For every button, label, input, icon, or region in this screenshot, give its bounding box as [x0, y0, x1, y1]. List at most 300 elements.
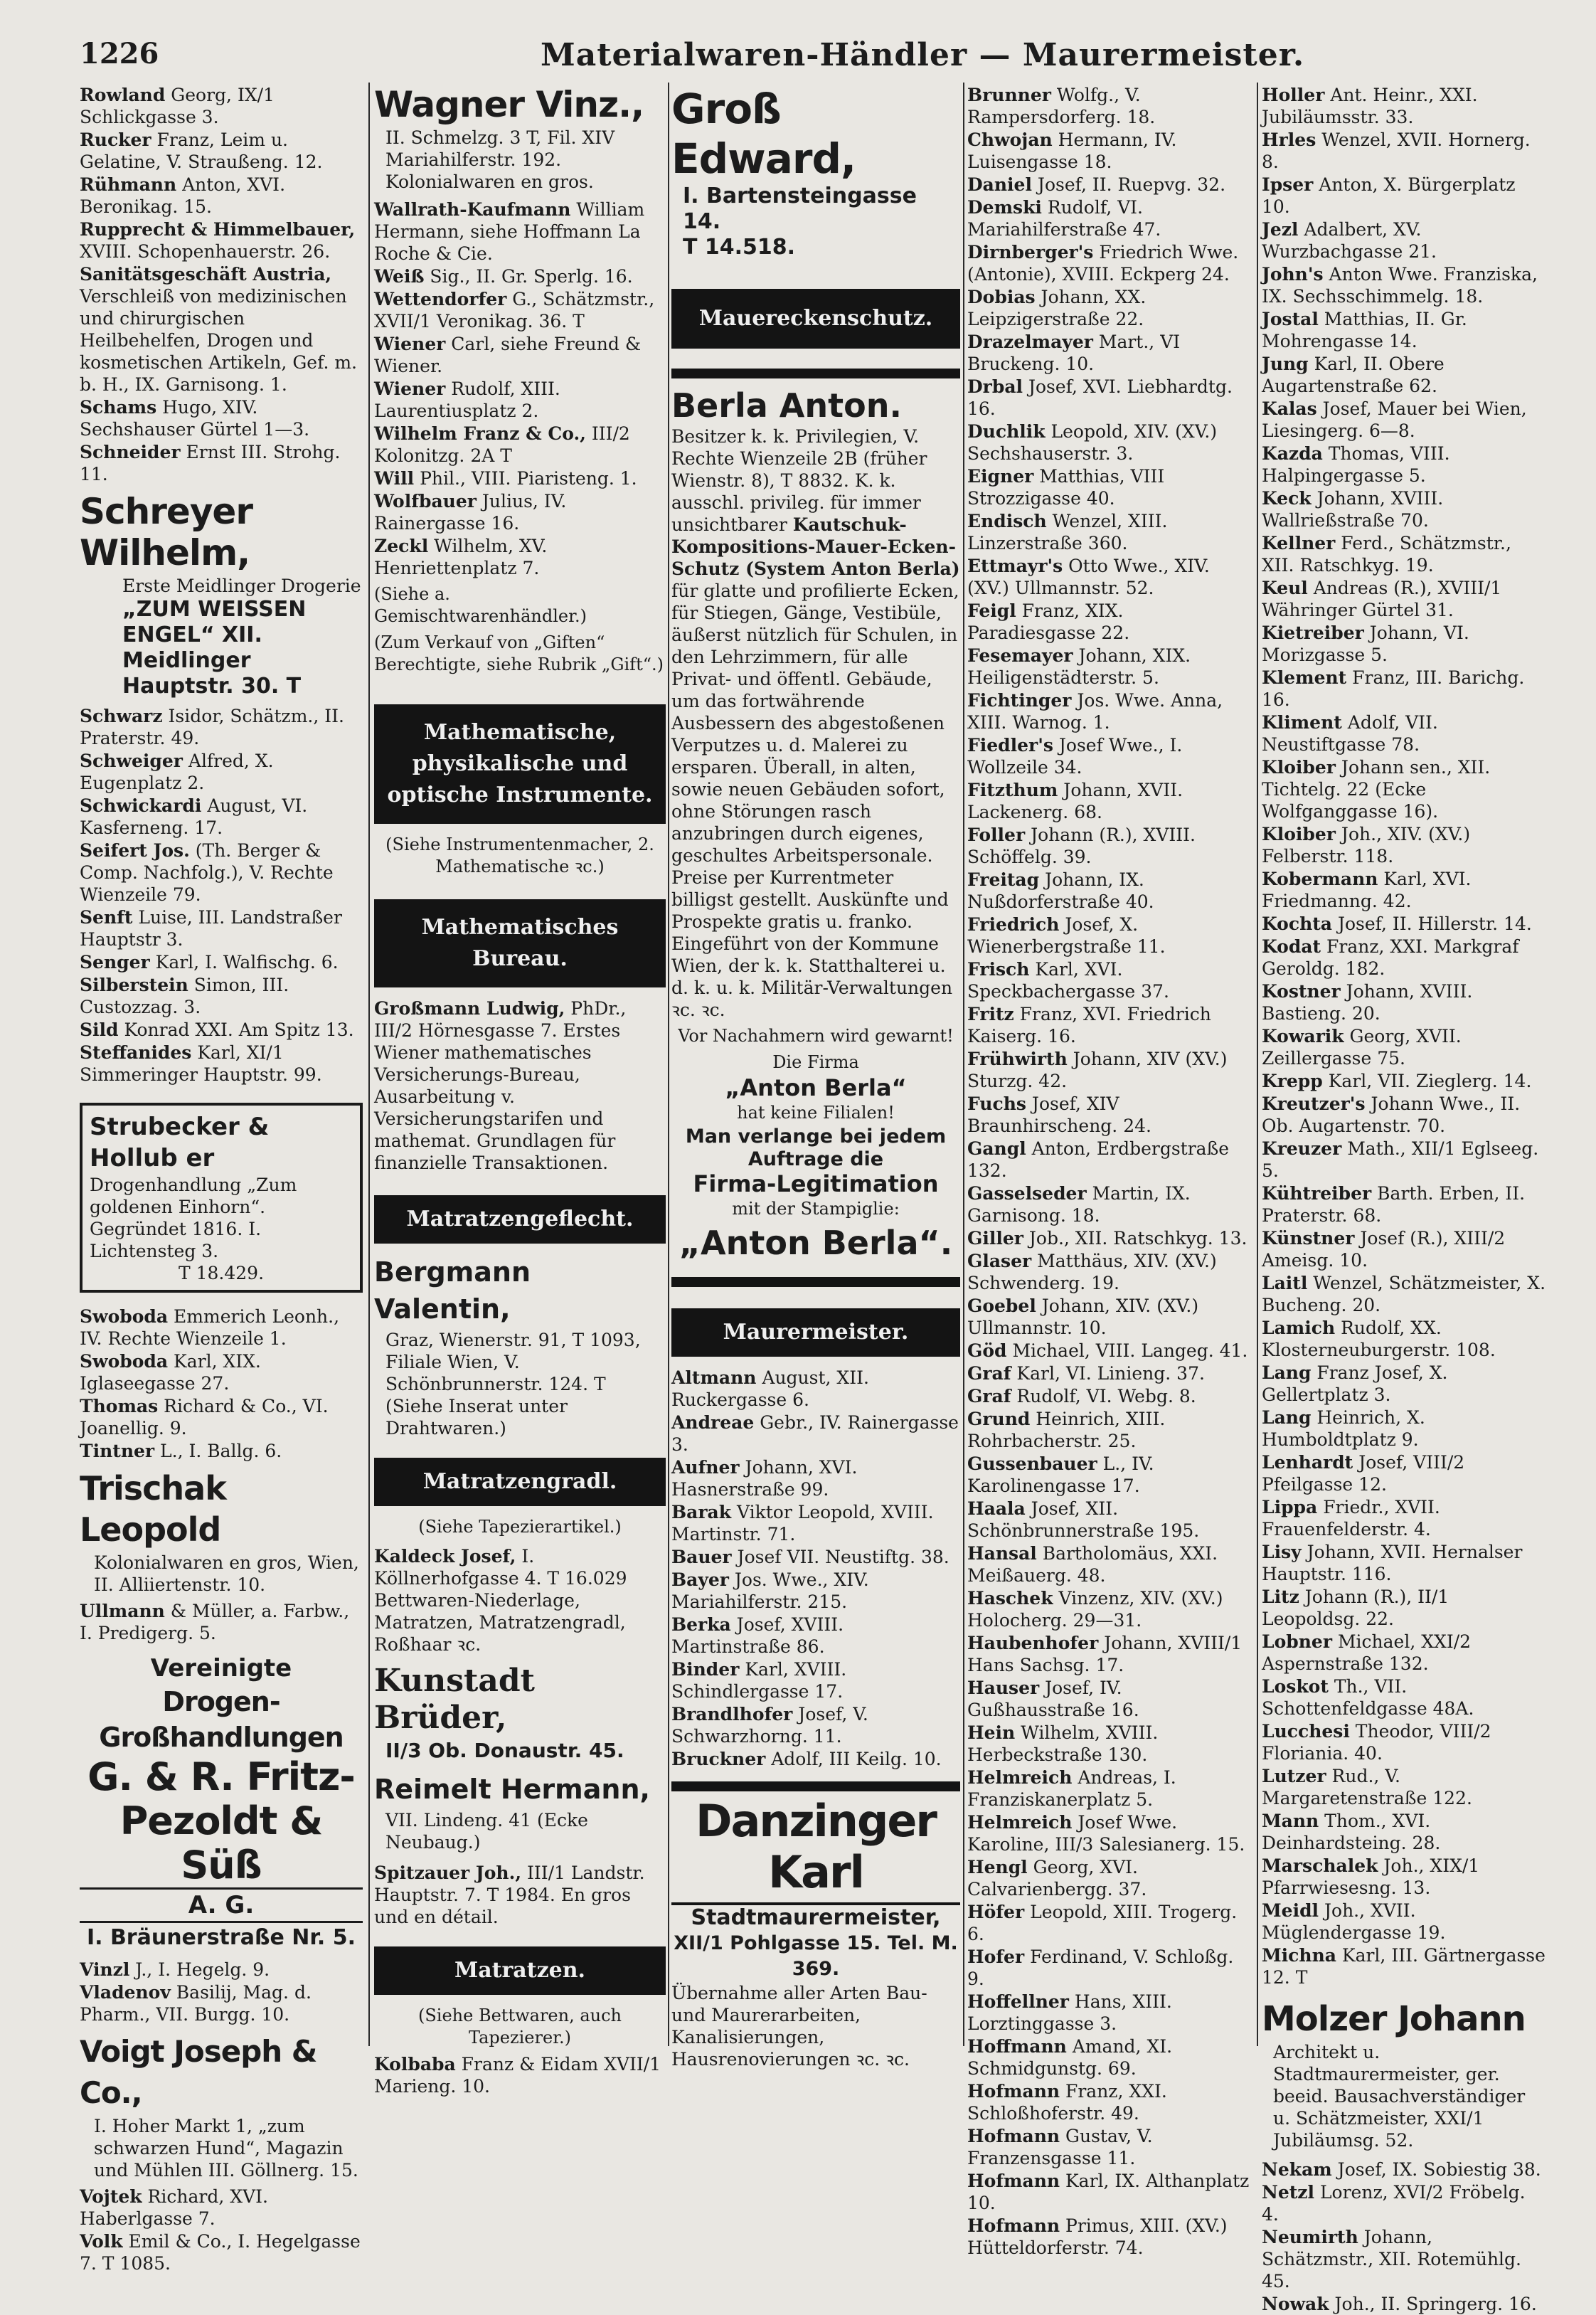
ad-firm: „Anton Berla“.	[679, 1224, 953, 1262]
entry-text: Jos. Wwe. Anna, XIII. Warnog. 1.	[967, 690, 1223, 733]
list-item	[671, 1501, 960, 1545]
entry-text: Andreas, I. Franziskanerplatz 5.	[967, 1767, 1176, 1810]
list-item	[1262, 1407, 1546, 1451]
entry-name: Kowarik	[1262, 1026, 1344, 1047]
entry-text: Georg, XVII. Zeillergasse 75.	[1262, 1026, 1462, 1069]
entry-text: Otto Wwe., XIV. (XV.) Ullmannstr. 52.	[967, 556, 1210, 598]
list-item	[1262, 174, 1546, 218]
entry-text: Viktor Leopold, XVIII. Martinstr. 71.	[671, 1502, 934, 1545]
entry-text: Gebr., IV. Rainergasse 3.	[671, 1412, 959, 1455]
ad-line: G. & R. Fritz-	[87, 1754, 355, 1799]
entry-list	[1262, 2158, 1546, 2315]
entry-text: Wilhelm, XV. Henriettenplatz 7.	[374, 536, 548, 578]
ad-text: I. Hoher Markt 1, „zum schwarzen Hund“, Magazin und Mühlen III. Göllnerg. 15.	[94, 2116, 358, 2181]
section-heading: Mathematische, physikalische und optische Instrumente.	[374, 704, 666, 824]
entry-name: Drazelmayer	[967, 332, 1093, 352]
list-item	[967, 958, 1252, 1002]
list-item	[671, 1456, 960, 1500]
entry-name: Weiß	[374, 266, 425, 287]
column-rule	[368, 83, 370, 2046]
entry-list	[80, 2186, 363, 2274]
list-item	[80, 218, 363, 263]
entry-text: Theodor, VIII/2 Floriania. 40.	[1262, 1721, 1491, 1764]
entry-text: Michael, VIII. Langeg. 41.	[1006, 1340, 1248, 1361]
list-item	[967, 196, 1252, 240]
ad-line: „ZUM WEISSEN	[122, 597, 307, 622]
entry-name: Höfer	[967, 1902, 1025, 1922]
entry-name: Ullmann	[80, 1601, 165, 1621]
entry-text: Adalbert, XV. Wurzbachgasse 21.	[1262, 219, 1437, 262]
list-item	[80, 705, 363, 749]
list-item	[80, 1019, 363, 1041]
list-item	[967, 1587, 1252, 1631]
entry-text: Ferdinand, V. Schloßg. 9.	[967, 1946, 1234, 1989]
list-item	[1262, 1451, 1546, 1495]
list-item	[80, 1600, 363, 1644]
entry-name: Kellner	[1262, 533, 1336, 553]
list-item	[967, 1722, 1252, 1766]
entry-name: Helmreich	[967, 1767, 1073, 1788]
entry-list	[1262, 84, 1546, 1988]
entry-name: Lisy	[1262, 1542, 1302, 1562]
entry-text: Emil & Co., I. Hegelgasse 7. T 1085.	[80, 2231, 361, 2274]
entry-name: Binder	[671, 1659, 740, 1680]
list-item	[1262, 2158, 1546, 2181]
ad-warning: Vor Nachahmern wird gewarnt!	[678, 1026, 954, 1046]
entry-name: Fuchs	[967, 1093, 1026, 1114]
entry-name: Senft	[80, 907, 133, 928]
entry-name: Keck	[1262, 488, 1312, 509]
entry-name: Kolbaba	[374, 2054, 456, 2075]
list-item	[80, 396, 363, 440]
entry-text: Johann, XIX. Heiligenstädterstr. 5.	[967, 645, 1191, 688]
column-5	[1262, 84, 1546, 2314]
entry-name: Swoboda	[80, 1351, 169, 1372]
entry-name: Marschalek	[1262, 1855, 1378, 1876]
list-item	[967, 1003, 1252, 1047]
list-item	[1262, 1070, 1546, 1092]
ad-name: Voigt Joseph & Co.,	[80, 2034, 317, 2110]
list-item	[967, 1093, 1252, 1137]
entry-name: Kloiber	[1262, 757, 1336, 778]
entry-name: Hengl	[967, 1857, 1028, 1877]
entry-text: Karl, III. Gärtnergasse 12. T	[1262, 1945, 1546, 1988]
entry	[374, 997, 666, 1174]
ad-molzer	[1262, 1998, 1546, 2151]
entry-list	[80, 1959, 363, 2025]
list-item	[80, 1440, 363, 1462]
entry-list	[80, 705, 363, 1086]
ad-text: Kolonialwaren en gros, Wien, II. Alliiertenstr. 10.	[94, 1552, 359, 1595]
entry-name: Holler	[1262, 85, 1325, 105]
ad-text: Drogenhandlung „Zum goldenen Einhorn“. Gegründet 1816. I. Lichtensteg 3.	[90, 1175, 297, 1261]
entry-name: Hofmann	[967, 2215, 1060, 2236]
ad-name: Molzer Johann	[1262, 1999, 1526, 2039]
entry-text: Karl, XVI. Speckbachergasse 37.	[967, 959, 1169, 1002]
ad-line: I. Bräunerstraße Nr. 5.	[86, 1925, 356, 1950]
entry-name: Kliment	[1262, 712, 1342, 733]
list-item	[1262, 868, 1546, 912]
entry-text: Vinzenz, XIV. (XV.) Holocherg. 29—31.	[967, 1588, 1223, 1631]
entry	[374, 1862, 666, 1928]
entry-name: Gasselseder	[967, 1183, 1087, 1204]
entry-text: Sig., II. Gr. Sperlg. 16.	[424, 266, 633, 287]
entry-text: Johann (R.), XVIII. Schöffelg. 39.	[967, 825, 1196, 867]
running-head: Materialwaren-Händler — Maurermeister.	[541, 37, 1305, 73]
entry-text: Adolf, III Keilg. 10.	[765, 1749, 942, 1769]
list-item	[967, 376, 1252, 420]
entry-name: Göd	[967, 1340, 1007, 1361]
list-item	[80, 2186, 363, 2230]
list-item	[967, 824, 1252, 868]
list-item	[1262, 2293, 1546, 2315]
entry-name: Zeckl	[374, 536, 429, 556]
ad-name: Reimelt Hermann,	[374, 1774, 650, 1805]
list-item	[967, 465, 1252, 509]
entry-text: Johann, XVII. Lackenerg. 68.	[967, 780, 1183, 822]
entry-name: Duchlik	[967, 421, 1046, 442]
entry	[374, 1545, 666, 1656]
entry-text: Johann, XVI. Hasnerstraße 99.	[671, 1457, 858, 1500]
entry-name: Kietreiber	[1262, 623, 1364, 643]
list-item	[1262, 711, 1546, 756]
entry-text: Rudolf, VI. Webg. 8.	[1011, 1386, 1196, 1407]
list-item	[967, 1250, 1252, 1294]
entry-text: Wenzel, Schätzmeister, X. Bucheng. 20.	[1262, 1273, 1546, 1315]
entry-text: Andreas (R.), XVIII/1 Währinger Gürtel 31.	[1262, 578, 1502, 620]
entry-text: Franz Josef, X. Gellertplatz 3.	[1262, 1362, 1448, 1405]
entry-name: Gangl	[967, 1138, 1026, 1159]
entry-name: Lucchesi	[1262, 1721, 1350, 1742]
entry-name: Kochta	[1262, 913, 1332, 934]
entry-name: Bruckner	[671, 1749, 766, 1769]
ad-rule	[671, 1277, 960, 1287]
entry-name: Lang	[1262, 1362, 1312, 1383]
entry-name: Bayer	[671, 1569, 729, 1590]
entry-name: Frisch	[967, 959, 1030, 980]
entry-text: Gustav, V. Franzensgasse 11.	[967, 2126, 1153, 2168]
entry-name: Mann	[1262, 1811, 1319, 1831]
entry-text: Leopold, XIV. (XV.) Sechshauserstr. 3.	[967, 421, 1218, 464]
entry-text: Konrad XXI. Am Spitz 13.	[118, 1019, 354, 1040]
entry-name: Hofmann	[967, 2126, 1060, 2146]
list-item	[1262, 1362, 1546, 1406]
entry-text: Johann (R.), II/1 Leopoldsg. 22.	[1262, 1586, 1449, 1629]
ad-line: Pezoldt & Süß	[119, 1799, 323, 1887]
entry-text: Johann, XVIII/1 Hans Sachsg. 17.	[967, 1633, 1243, 1675]
ad-voigt	[80, 2031, 363, 2181]
entry-text: Georg, XVI. Calvarienbergg. 37.	[967, 1857, 1147, 1900]
entry-text: Thom., XVI. Deinhardsteing. 28.	[1262, 1811, 1441, 1853]
ad-wagner	[374, 84, 666, 193]
entry-name: Spitzauer Joh.,	[374, 1863, 522, 1883]
entry-text: Isidor, Schätzm., II. Praterstr. 49.	[80, 706, 344, 748]
list-item	[80, 951, 363, 973]
entry-text: Johann, XIV. (XV.) Ullmannstr. 10.	[967, 1296, 1199, 1338]
list-item	[967, 913, 1252, 958]
entry-text: XVIII. Schopenhauerstr. 26.	[80, 241, 331, 262]
ad-text: Graz, Wienerstr. 91, T 1093, Filiale Wien, V. Schönbrunnerstr. 124. T (Siehe Inserat unter Drahtwaren.)	[385, 1330, 641, 1439]
ad-engel: ENGEL“ XII. Meidlinger Hauptstr. 30. T	[122, 623, 302, 699]
entry-name: Brunner	[967, 85, 1051, 105]
entry-name: Graf	[967, 1386, 1011, 1407]
column-rule	[963, 83, 964, 2046]
entry-text: Barth. Erben, II. Praterstr. 68.	[1262, 1183, 1526, 1226]
list-item	[1262, 1900, 1546, 1944]
entry-text: Basilij, Mag. d. Pharm., VII. Burgg. 10.	[80, 1982, 312, 2025]
entry-text: Johann, XIV (XV.) Sturzg. 42.	[967, 1049, 1228, 1091]
list-item	[967, 241, 1252, 285]
entry-name: Eigner	[967, 466, 1034, 487]
entry-text: Josef, II. Ruepvg. 32.	[1031, 174, 1226, 195]
entry-text: Karl, II. Obere Augartenstraße 62.	[1262, 354, 1445, 396]
section-heading: Matratzengradl.	[374, 1458, 666, 1506]
entry-name: Kalas	[1262, 398, 1317, 419]
entry-text: Josef, XII. Schönbrunnerstraße 195.	[967, 1498, 1200, 1541]
entry-name: Andreae	[671, 1412, 755, 1433]
list-item	[1262, 1944, 1546, 1988]
list-item	[1262, 1317, 1546, 1361]
entry-name: Dirnberger's	[967, 242, 1094, 263]
entry-name: Daniel	[967, 174, 1032, 195]
entry-text: Richard, XVI. Haberlgasse 7.	[80, 2186, 268, 2229]
ad-firm: Firma-Legitimation	[693, 1170, 939, 1197]
entry-text: Franz, XIX. Paradiesgasse 22.	[967, 600, 1130, 643]
list-item	[967, 420, 1252, 465]
entry-text: August, XII. Ruckergasse 6.	[671, 1367, 869, 1410]
entry-list	[374, 198, 666, 579]
entry-text: Ernst III. Strohg. 11.	[80, 442, 341, 484]
list-item	[1262, 1496, 1546, 1540]
list-item	[671, 1546, 960, 1568]
list-item	[1262, 980, 1546, 1024]
entry-name: Hoffellner	[967, 1991, 1069, 2012]
ad-phone: T 14.518.	[683, 235, 796, 260]
entry-text: Karl, XI/1 Simmeringer Hauptstr. 99.	[80, 1042, 322, 1085]
entry-name: Jostal	[1262, 309, 1319, 329]
entry-text: Georg, IX/1 Schlickgasse 3.	[80, 85, 275, 127]
entry-text: Rud., V. Margaretenstraße 122.	[1262, 1766, 1472, 1808]
entry-text: Josef, XVIII. Martinstraße 86.	[671, 1614, 844, 1657]
entry-text: Karl, IX. Althanplatz 10.	[967, 2171, 1250, 2213]
entry-name: Litz	[1262, 1586, 1299, 1607]
entry-name: Wiener	[374, 378, 446, 399]
entry-text: Jos. Wwe., XIV. Mariahilferstr. 215.	[671, 1569, 869, 1612]
entry-text: William Hermann, siehe Hoffmann La Roche & Cie.	[374, 199, 645, 264]
list-item	[1262, 353, 1546, 397]
entry-text: Johann, XVIII. Bastieng. 20.	[1262, 981, 1473, 1024]
entry-name: Senger	[80, 952, 150, 973]
entry-name: Fritz	[967, 1004, 1014, 1024]
ad-schreyer	[80, 491, 363, 699]
list-item	[967, 734, 1252, 778]
entry-name: Altmann	[671, 1367, 757, 1388]
entry-text: Simon, III. Custozzag. 3.	[80, 975, 289, 1017]
entry-text: Josef Wwe. Karoline, III/3 Salesianerg. 15.	[967, 1812, 1245, 1855]
list-item	[967, 510, 1252, 554]
entry-text: Th., VII. Schottenfeldgasse 48A.	[1262, 1676, 1474, 1719]
entry-text: (Th. Berger & Comp. Nachfolg.), V. Rechte Wienzeile 79.	[80, 840, 334, 905]
entry-text: Karl, XIX. Iglaseegasse 27.	[80, 1351, 261, 1394]
list-item	[967, 600, 1252, 644]
entry-text: Karl, XVIII. Schindlergasse 17.	[671, 1659, 847, 1702]
entry-name: Hofmann	[967, 2171, 1060, 2191]
entry-name: Schwarz	[80, 706, 163, 726]
list-item	[1262, 1138, 1546, 1182]
entry-text: Rudolf, VI. Mariahilferstraße 47.	[967, 197, 1161, 240]
entry-name: Rupprecht & Himmelbauer,	[80, 219, 356, 240]
entry-name: Feigl	[967, 600, 1016, 621]
note: (Siehe a. Gemischtwarenhändler.)	[374, 584, 587, 626]
entry-name: Wiener	[374, 334, 446, 354]
entry-name: Schams	[80, 397, 157, 418]
list-item	[80, 974, 363, 1018]
list-item	[967, 129, 1252, 173]
list-item	[967, 1048, 1252, 1092]
entry-name: Kreuzer	[1262, 1138, 1342, 1159]
entry-text: Amand, XI. Schmidgunstg. 69.	[967, 2036, 1173, 2079]
list-item	[967, 1677, 1252, 1721]
entry-text: Richard & Co., VI. Joanellig. 9.	[80, 1396, 329, 1439]
list-item	[374, 467, 666, 489]
entry-text: Ferd., Schätzmstr., XII. Ratschkyg. 19.	[1262, 533, 1511, 576]
list-item	[1262, 1720, 1546, 1764]
entry-text: Josef, IX. Sobiestig 38.	[1331, 2159, 1541, 2180]
list-item	[967, 1138, 1252, 1182]
entry-text: & Müller, a. Farbw., I. Predigerg. 5.	[80, 1601, 350, 1643]
list-item	[967, 2080, 1252, 2124]
list-item	[967, 2035, 1252, 2080]
entry-name: Vinzl	[80, 1959, 130, 1980]
list-item	[80, 1042, 363, 1086]
list-item	[967, 1408, 1252, 1452]
entry-name: Frühwirth	[967, 1049, 1068, 1069]
list-item	[80, 2230, 363, 2274]
entry-list	[671, 1367, 960, 1770]
ad-fritz	[80, 1653, 363, 1953]
list-item	[1262, 1855, 1546, 1899]
entry-name: Dobias	[967, 287, 1036, 307]
list-item	[374, 378, 666, 422]
entry-text: Verschleiß von medizinischen und chirurgischen Heilbehelfen, Drogen und kosmetischen Artikeln, Gef. m. b. H., IX. Garnisong. 1.	[80, 286, 358, 395]
list-item	[80, 1959, 363, 1981]
entry-text: L., IV. Karolinengasse 17.	[967, 1453, 1154, 1496]
ad-name: Bergmann Valentin,	[374, 1256, 531, 1325]
ad-firm: „Anton Berla“	[725, 1074, 907, 1101]
list-item	[967, 1498, 1252, 1542]
entry-name: Michna	[1262, 1945, 1336, 1966]
entry-name: Kloiber	[1262, 824, 1336, 844]
list-item	[671, 1411, 960, 1456]
entry-name: Fiedler's	[967, 735, 1053, 756]
list-item	[80, 1350, 363, 1394]
list-item	[1262, 913, 1546, 935]
entry-name: Vojtek	[80, 2186, 142, 2207]
entry-name: Swoboda	[80, 1306, 169, 1327]
column-2	[374, 84, 666, 2097]
entry-text: Franz, Leim u. Gelatine, V. Straußeng. 12.	[80, 129, 323, 172]
list-item	[967, 689, 1252, 733]
page-number: 1226	[80, 37, 159, 70]
list-item	[1262, 1227, 1546, 1271]
entry-text: Wenzel, XIII. Linzerstraße 360.	[967, 511, 1168, 553]
ad-title: Strubecker & Hollub er	[90, 1113, 270, 1172]
ad-name: Danzinger Karl	[671, 1781, 960, 1905]
list-item	[374, 535, 666, 579]
entry-text: Franz, XXI. Schloßhoferstr. 49.	[967, 2081, 1167, 2124]
entry-name: John's	[1262, 264, 1324, 285]
entry-name: Demski	[967, 197, 1042, 218]
entry-name: Giller	[967, 1228, 1023, 1249]
entry-text: Josef, V. Schwarzhorng. 11.	[671, 1704, 868, 1747]
entry-name: Kodat	[1262, 936, 1321, 957]
ad-text	[671, 425, 960, 1021]
ad-firm: mit der Stampiglie:	[732, 1199, 900, 1219]
note: (Zum Verkauf von „Giften“ Berechtigte, siehe Rubrik „Gift“.)	[374, 632, 664, 674]
ad-text: I. Bartensteingasse 14.	[683, 184, 917, 234]
ad-name: Berla Anton.	[671, 386, 902, 425]
column-3	[671, 84, 960, 2070]
entry-name: Seifert Jos.	[80, 840, 190, 861]
entry-name: Haala	[967, 1498, 1026, 1519]
ad-phone: T 18.429.	[178, 1263, 265, 1283]
entry-text: Matthias, II. Gr. Mohrengasse 14.	[1262, 309, 1467, 351]
entry-name: Chwojan	[967, 129, 1053, 150]
entry-name: Wettendorfer	[374, 289, 507, 309]
note: (Siehe Tapezierartikel.)	[418, 1517, 622, 1537]
entry-list	[80, 1305, 363, 1462]
list-item	[671, 1367, 960, 1411]
list-item	[671, 1748, 960, 1770]
entry-text: Rudolf, XIII. Laurentiusplatz 2.	[374, 378, 560, 421]
list-item	[1262, 1631, 1546, 1675]
entry-name: Haubenhofer	[967, 1633, 1099, 1653]
list-item	[967, 84, 1252, 128]
list-item	[80, 263, 363, 396]
entry-name: Endisch	[967, 511, 1047, 531]
entry-text: Julius, IV. Rainergasse 16.	[374, 491, 567, 534]
entry-name: Lenhardt	[1262, 1452, 1353, 1473]
entry-text: Johann, XVIII. Wallrießstraße 70.	[1262, 488, 1444, 531]
entry-name: Foller	[967, 825, 1026, 845]
list-item	[1262, 1586, 1546, 1630]
entry-text: Phil., VIII. Piaristeng. 1.	[414, 468, 637, 489]
ad-text: Übernahme aller Arten Bau- und Maurerarbeiten, Kanalisierungen, Hausrenovierungen ꝛc. ꝛc.	[671, 1983, 927, 2070]
entry-name: Nowak	[1262, 2294, 1329, 2314]
entry-text: I. Köllnerhofgasse 4. T 16.029 Bettwaren-Niederlage, Matratzen, Matratzengradl, Roßhaar ꝛc.	[374, 1546, 627, 1655]
list-item	[1262, 84, 1546, 128]
ad-bergmann	[374, 1254, 666, 1439]
list-item	[80, 750, 363, 794]
ad-reimelt	[374, 1771, 666, 1853]
list-item	[80, 84, 363, 128]
ad-line: Drogen-Großhandlungen	[99, 1686, 344, 1753]
list-item	[967, 645, 1252, 689]
entry-text: Josef, Mauer bei Wien, Liesingerg. 6—8.	[1262, 398, 1527, 441]
list-item	[967, 1182, 1252, 1227]
list-item	[374, 423, 666, 467]
list-item	[1262, 532, 1546, 576]
entry-text: Matthäus, XIV. (XV.) Schwenderg. 19.	[967, 1251, 1217, 1293]
entry-text: Alfred, X. Eugenplatz 2.	[80, 751, 274, 793]
entry-name: Sild	[80, 1019, 119, 1040]
entry-name: Wallrath-Kaufmann	[374, 199, 571, 220]
entry-text: Ant. Heinr., XXI. Jubiläumsstr. 33.	[1262, 85, 1478, 127]
entry-name: Hofer	[967, 1946, 1025, 1967]
entry-name: Goebel	[967, 1296, 1036, 1316]
section-heading: Maurermeister.	[671, 1308, 960, 1357]
list-item	[671, 1569, 960, 1613]
